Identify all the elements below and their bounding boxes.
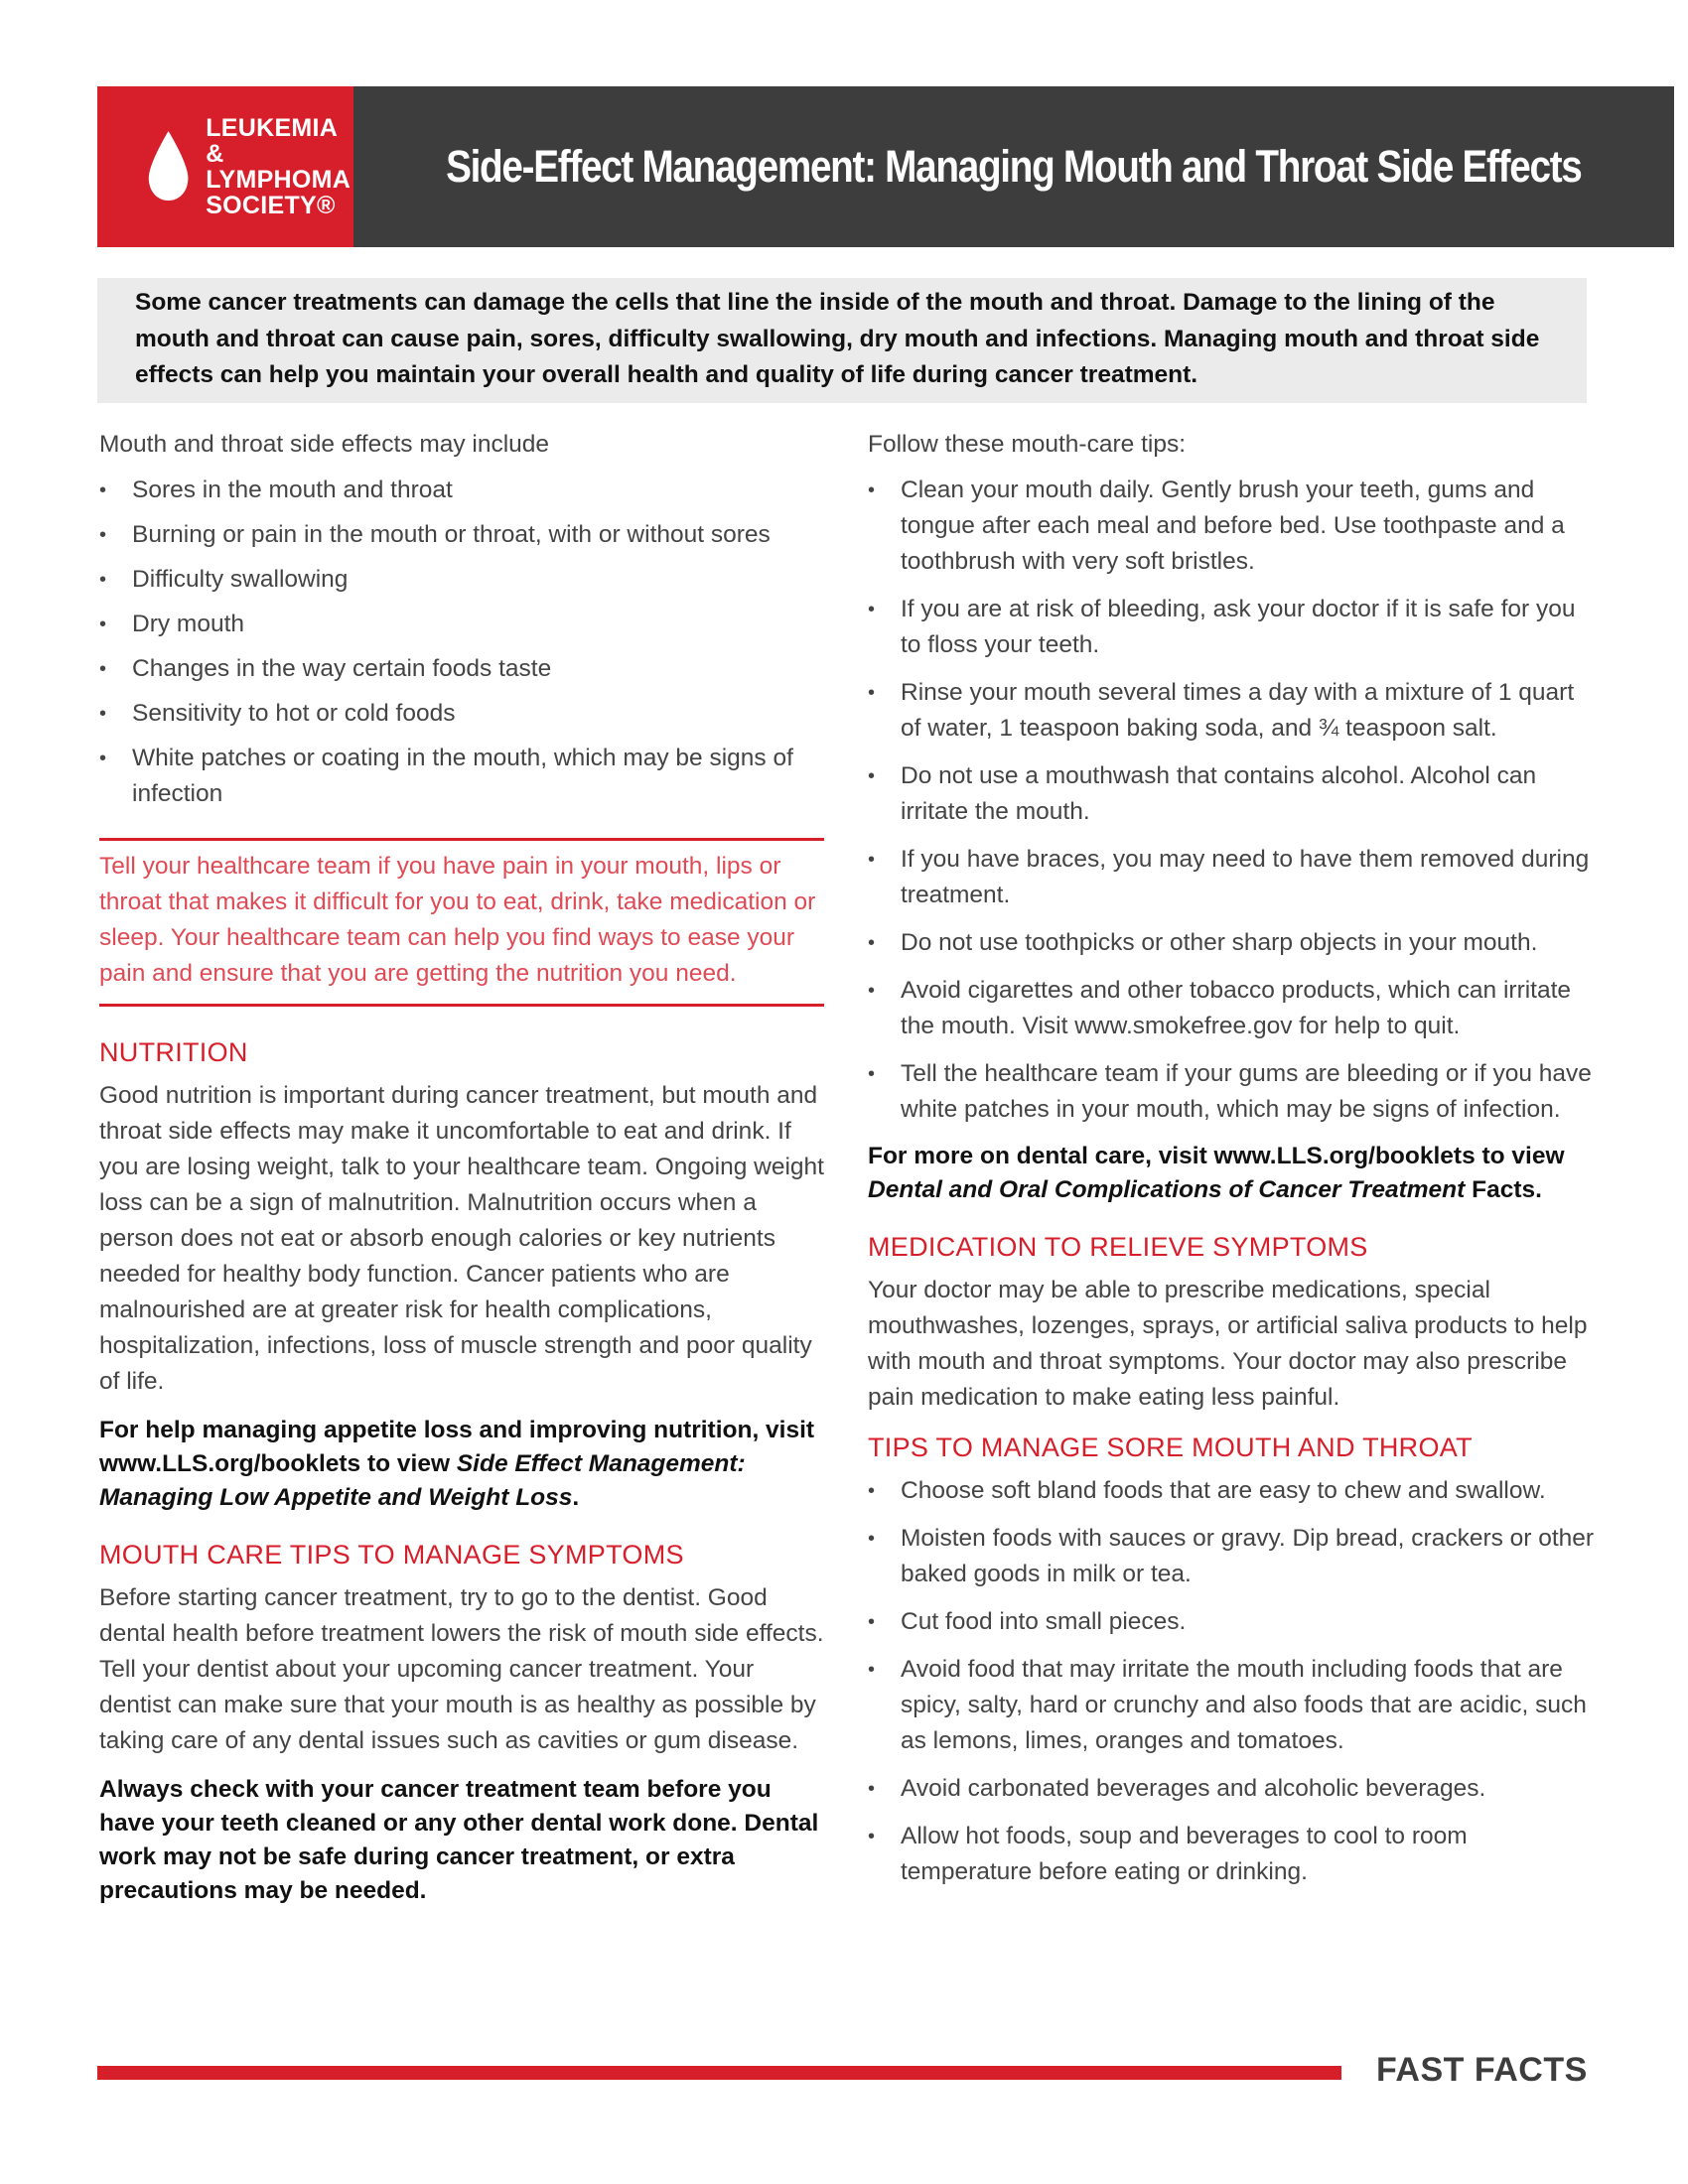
list-item: • Avoid cigarettes and other tobacco products, which can irritate the mouth. Visit www.smokefree.gov for help to quit. [868, 973, 1601, 1044]
nutrition-link-prefix: For help managing appetite loss and improving nutrition, visit www.LLS.org/booklets to view [99, 1417, 815, 1477]
dental-link-prefix: For more on dental care, visit www.LLS.org/booklets to view [868, 1143, 1565, 1169]
left-column [99, 427, 826, 1930]
list-item: • Rinse your mouth several times a day with a mixture of 1 quart of water, 1 teaspoon baking soda, and ¾ teaspoon salt. [868, 675, 1601, 747]
logo-line-1: LEUKEMIA & [206, 114, 338, 168]
list-item: • Do not use a mouthwash that contains alcohol. Alcohol can irritate the mouth. [868, 758, 1601, 830]
lls-logo [97, 86, 353, 247]
mouthcare-warning: Always check with your cancer treatment team before you have your teeth cleaned or any other dental work done. Dental work may not be safe during cancer treatment, or extra precautions may be needed. [99, 1776, 819, 1904]
effects-list [99, 473, 826, 812]
list-item: • Do not use toothpicks or other sharp objects in your mouth. [868, 925, 1601, 961]
dental-link-suffix: Facts. [1465, 1176, 1542, 1203]
medication-heading: MEDICATION TO RELIEVE SYMPTOMS [868, 1232, 1368, 1262]
logo-text [206, 115, 353, 218]
list-item: • Tell the healthcare team if your gums are bleeding or if you have white patches in your mouth, which may be signs of infection. [868, 1056, 1601, 1128]
list-item: • White patches or coating in the mouth, which may be signs of infection [99, 741, 826, 812]
medication-body: Your doctor may be able to prescribe medications, special mouthwashes, lozenges, sprays, or artificial saliva products to help with mouth and throat symptoms. Your doctor may also prescribe pain medication to make eating less painful. [868, 1277, 1588, 1411]
nutrition-heading: NUTRITION [99, 1037, 248, 1067]
page-header [97, 86, 1587, 247]
mouthcare-heading: MOUTH CARE TIPS TO MANAGE SYMPTOMS [99, 1540, 684, 1570]
right-column [868, 427, 1601, 1902]
list-item: • Avoid carbonated beverages and alcoholic beverages. [868, 1771, 1601, 1807]
list-item: • Changes in the way certain foods taste [99, 651, 826, 687]
nutrition-link-title: Side Effect Management: Managing Low Appetite and Weight Loss [99, 1450, 746, 1511]
list-item: • Allow hot foods, soup and beverages to cool to room temperature before eating or drinking. [868, 1819, 1601, 1890]
nutrition-link-suffix: . [572, 1484, 580, 1511]
dental-link-title: Dental and Oral Complications of Cancer Treatment [868, 1176, 1466, 1203]
sore-mouth-tips-list [868, 1473, 1601, 1890]
footer-divider [97, 2066, 1341, 2080]
blood-drop-icon [145, 127, 192, 206]
pain-callout [99, 838, 824, 1007]
list-item: • If you are at risk of bleeding, ask your doctor if it is safe for you to floss your teeth. [868, 592, 1601, 663]
list-item: • Burning or pain in the mouth or throat, with or without sores [99, 517, 826, 553]
mouth-care-tips-list [868, 473, 1601, 1128]
list-item: • Difficulty swallowing [99, 562, 826, 598]
list-item: • Clean your mouth daily. Gently brush your teeth, gums and tongue after each meal and before bed. Use toothpaste and a toothbrush with very soft bristles. [868, 473, 1601, 580]
list-item: • Cut food into small pieces. [868, 1604, 1601, 1640]
callout-text: Tell your healthcare team if you have pain in your mouth, lips or throat that makes it difficult for you to eat, drink, take medication or sleep. Your healthcare team can help you find ways to ease your pain and ensure that you are getting the nutrition you need. [99, 853, 816, 987]
effects-lead: Mouth and throat side effects may include [99, 431, 550, 458]
logo-line-2: LYMPHOMA [206, 166, 352, 194]
page-title: Side-Effect Management: Managing Mouth and Throat Side Effects [446, 141, 1582, 192]
sore-mouth-heading: TIPS TO MANAGE SORE MOUTH AND THROAT [868, 1433, 1473, 1462]
list-item: • Dry mouth [99, 607, 826, 642]
nutrition-link-text [99, 1414, 826, 1515]
list-item: • Avoid food that may irritate the mouth including foods that are spicy, salty, hard or crunchy and also foods that are acidic, such as lemons, limes, oranges and tomatoes. [868, 1652, 1601, 1759]
mouthcare-body: Before starting cancer treatment, try to go to the dentist. Good dental health before treatment lowers the risk of mouth side effects. Tell your dentist about your upcoming cancer treatment. Your dentist can make sure that your mouth is as healthy as possible by taking care of any dental issues such as cavities or gum disease. [99, 1584, 824, 1754]
fast-facts-label: FAST FACTS [1376, 2051, 1588, 2089]
nutrition-body: Good nutrition is important during cancer treatment, but mouth and throat side effects may make it uncomfortable to eat and drink. If you are losing weight, talk to your healthcare team. Ongoing weight loss can be a sign of malnutrition. Malnutrition occurs when a person does not eat or absorb enough calories or key nutrients needed for healthy body function. Cancer patients who are malnourished are at greater risk for health complications, hospitalization, infections, loss of muscle strength and poor quality of life. [99, 1082, 824, 1395]
tips-lead: Follow these mouth-care tips: [868, 431, 1186, 458]
list-item: • Choose soft bland foods that are easy to chew and swallow. [868, 1473, 1601, 1509]
title-banner [353, 86, 1674, 247]
dental-link-text [868, 1140, 1601, 1207]
list-item: • Sensitivity to hot or cold foods [99, 696, 826, 732]
list-item: • Sores in the mouth and throat [99, 473, 826, 508]
list-item: • If you have braces, you may need to have them removed during treatment. [868, 842, 1601, 913]
intro-box [97, 278, 1587, 403]
intro-text: Some cancer treatments can damage the cells that line the inside of the mouth and throat. Damage to the lining of the mouth and throat can cause pain, sores, difficulty swallowing, dry mouth and infections. Managing mouth and throat side effects can help you maintain your overall health and quality of life during cancer treatment. [135, 289, 1540, 388]
logo-line-3: SOCIETY® [206, 192, 336, 219]
list-item: • Moisten foods with sauces or gravy. Dip bread, crackers or other baked goods in milk or tea. [868, 1521, 1601, 1592]
